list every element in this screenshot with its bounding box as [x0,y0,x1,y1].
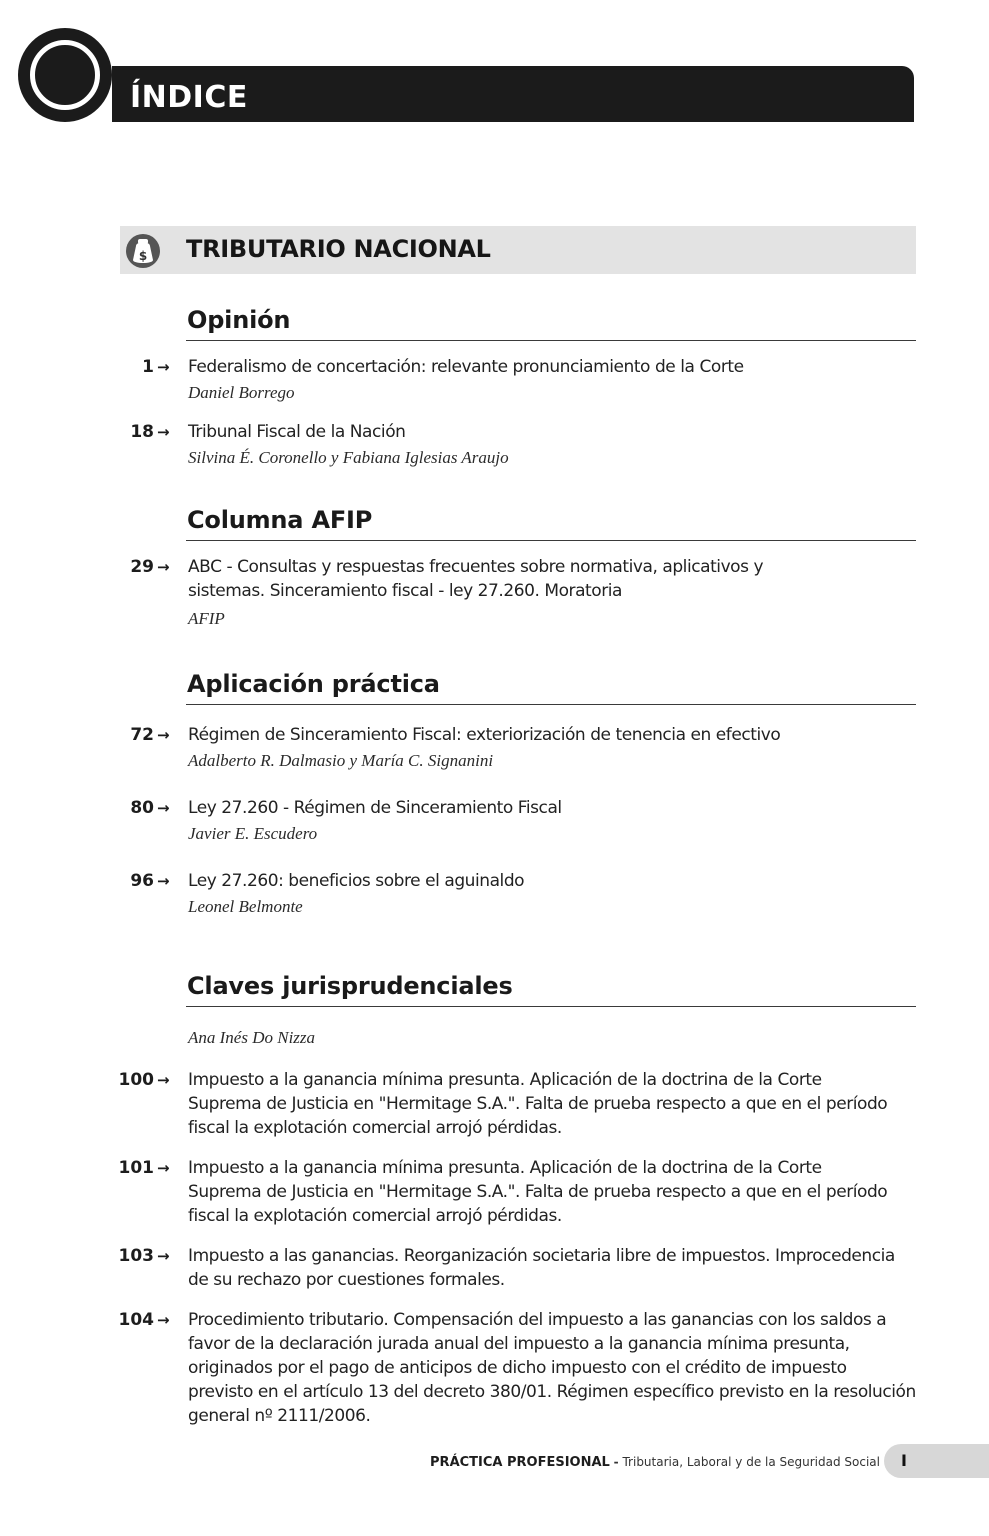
entry-title: ABC - Consultas y respuestas frecuentes sobre normativa, aplicativos y sistemas. Sinceramiento fiscal - ley 27.260. Moratoria [188,557,764,601]
footer-brand: PRÁCTICA PROFESIONAL [430,1455,610,1470]
category-heading-columna-afip: Columna AFIP [187,506,373,534]
entry-title: Ley 27.260: beneficios sobre el aguinaldo [188,871,525,891]
footer-subtitle: Tributaria, Laboral y de la Seguridad Social [622,1455,880,1469]
arrow-right-icon: → [157,726,170,744]
section-author: Ana Inés Do Nizza [188,1028,316,1047]
section-title: TRIBUTARIO NACIONAL [186,235,491,263]
arrow-right-icon: → [157,1071,170,1089]
category-heading-aplicacion-practica: Aplicación práctica [187,670,440,698]
entry-author: Silvina É. Coronello y Fabiana Iglesias Araujo [188,448,509,467]
entry-author: Leonel Belmonte [188,897,303,916]
arrow-right-icon: → [157,423,170,441]
money-bag-icon [122,230,164,270]
category-heading-opinion: Opinión [187,306,291,334]
category-rule [186,1006,916,1007]
entry-author: AFIP [188,609,225,628]
category-heading-claves-jurisprudenciales: Claves jurisprudenciales [187,972,513,1000]
svg-text:$: $ [138,249,148,263]
entry-author: Daniel Borrego [188,383,295,402]
entry-page-number: 72 [130,725,154,745]
arrow-right-icon: → [157,1311,170,1329]
entry-title: Tribunal Fiscal de la Nación [188,422,406,442]
header-ring [30,40,100,110]
category-rule [186,540,916,541]
entry-title: Ley 27.260 - Régimen de Sinceramiento Fiscal [188,798,562,818]
arrow-right-icon: → [157,558,170,576]
entry-author: Javier E. Escudero [188,824,318,843]
arrow-right-icon: → [157,1159,170,1177]
entry-title: Régimen de Sinceramiento Fiscal: exteriorización de tenencia en efectivo [188,725,781,745]
entry-page-number: 80 [130,798,154,818]
entry-title: Federalismo de concertación: relevante pronunciamiento de la Corte [188,357,744,377]
category-rule [186,704,916,705]
page-title: ÍNDICE [130,80,248,115]
page-number: I [901,1451,907,1470]
entry-page-number: 96 [130,871,154,891]
entry-page-number: 103 [118,1246,154,1266]
page-footer [300,1452,880,1473]
entry-page-number: 1 [142,357,154,377]
arrow-right-icon: → [157,872,170,890]
entry-author: Adalberto R. Dalmasio y María C. Signanini [188,751,494,770]
entry-page-number: 104 [118,1310,154,1330]
arrow-right-icon: → [157,1247,170,1265]
category-rule [186,340,916,341]
entry-page-number: 18 [130,422,154,442]
footer-separator: - [613,1455,619,1469]
entry-page-number: 29 [130,557,154,577]
entry-page-number: 100 [118,1070,154,1090]
arrow-right-icon: → [157,358,170,376]
entry-title: Impuesto a la ganancia mínima presunta. Aplicación de la doctrina de la Corte Suprema de Justicia en "Hermitage S.A.". Falta de prueba respecto a que en el período fiscal la explotación comercial arrojó pérdidas. [188,1070,888,1138]
entry-page-number: 101 [118,1158,154,1178]
entry-title: Impuesto a la ganancia mínima presunta. Aplicación de la doctrina de la Corte Suprema de Justicia en "Hermitage S.A.". Falta de prueba respecto a que en el período fiscal la explotación comercial arrojó pérdidas. [188,1158,888,1226]
entry-title: Procedimiento tributario. Compensación del impuesto a las ganancias con los saldos a favor de la declaración jurada anual del impuesto a la ganancia mínima presunta, originados por el pago de anticipos de dicho impuesto con el crédito de impuesto previsto en el artículo 13 del decreto 380/01. Régimen específico previsto en la resolución general nº 2111/2006. [188,1310,916,1426]
arrow-right-icon: → [157,799,170,817]
entry-title: Impuesto a las ganancias. Reorganización societaria libre de impuestos. Improcedencia de su rechazo por cuestiones formales. [188,1246,895,1290]
